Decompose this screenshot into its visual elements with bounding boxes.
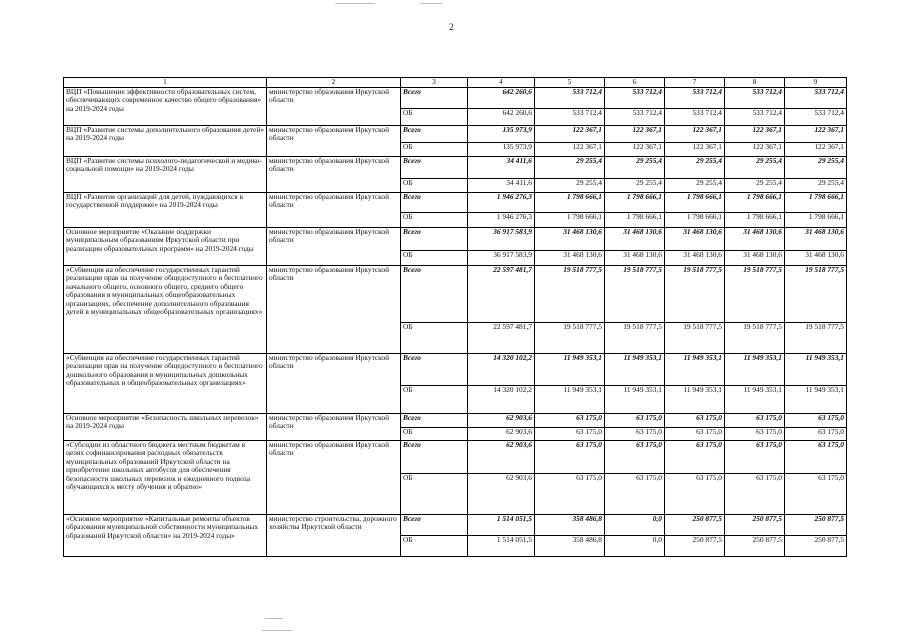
total-value: 533 712,4 <box>605 88 665 109</box>
responsible-executor: министерство образования Иркутской области <box>267 157 401 193</box>
scan-artifact <box>335 3 375 4</box>
total-value: 122 367,1 <box>725 126 785 143</box>
total-value: 122 367,1 <box>665 126 725 143</box>
ob-value: 62 903,6 <box>468 428 535 441</box>
program-name: ВЦП «Развитие системы психолого-педагогической и медико-социальной помощи» на 2019-2024 годы <box>64 157 267 193</box>
ob-value: 1 514 051,5 <box>468 536 535 557</box>
responsible-executor: министерство образования Иркутской области <box>267 354 401 414</box>
total-value: 34 411,6 <box>468 157 535 179</box>
table-row-total <box>64 266 847 323</box>
column-number: 5 <box>535 78 605 88</box>
source-total-label: Всего <box>401 441 468 474</box>
column-number: 6 <box>605 78 665 88</box>
column-number: 2 <box>267 78 401 88</box>
column-number: 4 <box>468 78 535 88</box>
ob-value: 122 367,1 <box>785 143 847 157</box>
total-value: 31 468 130,6 <box>535 228 605 251</box>
source-ob-label: ОБ <box>401 179 468 193</box>
table-row-total <box>64 354 847 386</box>
ob-value: 122 367,1 <box>535 143 605 157</box>
source-ob-label: ОБ <box>401 428 468 441</box>
program-name: «Основное мероприятие «Капитальные ремонты объектов образования муниципальной собственности муниципальных образований Иркутской области» на 2019-2024 годы» <box>64 515 267 557</box>
table-row-total <box>64 126 847 143</box>
ob-value: 63 175,0 <box>725 428 785 441</box>
ob-value: 29 255,4 <box>665 179 725 193</box>
responsible-executor: министерство образования Иркутской области <box>267 441 401 515</box>
total-value: 62 903,6 <box>468 414 535 428</box>
source-ob-label: ОБ <box>401 474 468 515</box>
total-value: 31 468 130,6 <box>665 228 725 251</box>
total-value: 63 175,0 <box>665 414 725 428</box>
ob-value: 19 518 777,5 <box>605 323 665 354</box>
ob-value: 29 255,4 <box>535 179 605 193</box>
program-name: ВЦП «Повышение эффективности образовательных систем, обеспечивающих современное качество общего образования» на 2019-2024 годы <box>64 88 267 126</box>
total-value: 11 949 353,1 <box>605 354 665 386</box>
responsible-executor: министерство строительства, дорожного хозяйства Иркутской области <box>267 515 401 557</box>
ob-value: 642 260,6 <box>468 109 535 126</box>
ob-value: 29 255,4 <box>725 179 785 193</box>
total-value: 63 175,0 <box>665 441 725 474</box>
ob-value: 34 411,6 <box>468 179 535 193</box>
total-value: 358 486,8 <box>535 515 605 536</box>
total-value: 63 175,0 <box>725 441 785 474</box>
program-name: «Субвенция на обеспечение государственных гарантий реализации прав на получение общедоступного и бесплатного начального общего, основного общего, среднего общего образования в муниципальных общеобразовательных организациях, обеспечение дополнительного образования детей в муниципальных общеобразовательных организациях» <box>64 266 267 354</box>
ob-value: 19 518 777,5 <box>785 323 847 354</box>
source-total-label: Всего <box>401 414 468 428</box>
source-ob-label: ОБ <box>401 109 468 126</box>
ob-value: 14 320 102,2 <box>468 386 535 414</box>
total-value: 533 712,4 <box>785 88 847 109</box>
source-ob-label: ОБ <box>401 323 468 354</box>
ob-value: 533 712,4 <box>605 109 665 126</box>
source-total-label: Всего <box>401 126 468 143</box>
ob-value: 11 949 353,1 <box>605 386 665 414</box>
total-value: 533 712,4 <box>665 88 725 109</box>
ob-value: 1 798 666,1 <box>605 213 665 228</box>
ob-value: 0,0 <box>605 536 665 557</box>
column-number-row <box>64 78 847 88</box>
ob-value: 122 367,1 <box>665 143 725 157</box>
total-value: 122 367,1 <box>785 126 847 143</box>
program-name: «Субсидии из областного бюджета местным бюджетам в целях софинансирования расходных обязательств муниципальных образований Иркутской области на приобретение школьных автобусов для обеспечения безопасности школьных перевозок и ежедневного подвоза обучающихся к месту обучения и обратно» <box>64 441 267 515</box>
total-value: 19 518 777,5 <box>785 266 847 323</box>
ob-value: 31 468 130,6 <box>665 251 725 266</box>
total-value: 31 468 130,6 <box>785 228 847 251</box>
source-ob-label: ОБ <box>401 536 468 557</box>
total-value: 19 518 777,5 <box>725 266 785 323</box>
program-name: ВЦП «Развитие системы дополнительного образования детей» на 2019-2024 годы <box>64 126 267 157</box>
total-value: 63 175,0 <box>725 414 785 428</box>
total-value: 29 255,4 <box>725 157 785 179</box>
ob-value: 63 175,0 <box>535 428 605 441</box>
ob-value: 533 712,4 <box>785 109 847 126</box>
responsible-executor: министерство образования Иркутской области <box>267 88 401 126</box>
responsible-executor: министерство образования Иркутской области <box>267 228 401 266</box>
total-value: 1 798 666,1 <box>665 193 725 213</box>
total-value: 29 255,4 <box>785 157 847 179</box>
total-value: 250 877,5 <box>725 515 785 536</box>
total-value: 29 255,4 <box>605 157 665 179</box>
responsible-executor: министерство образования Иркутской области <box>267 193 401 228</box>
total-value: 63 175,0 <box>605 414 665 428</box>
total-value: 14 320 102,2 <box>468 354 535 386</box>
responsible-executor: министерство образования Иркутской области <box>267 266 401 354</box>
source-ob-label: ОБ <box>401 251 468 266</box>
program-name: Основное мероприятие «Оказание поддержки муниципальным образованиям Иркутской области при реализации образовательных программ» на 2019-2024 годы <box>64 228 267 266</box>
ob-value: 63 175,0 <box>535 474 605 515</box>
source-ob-label: ОБ <box>401 143 468 157</box>
scan-artifact <box>262 630 292 631</box>
scan-artifact <box>265 618 283 619</box>
total-value: 11 949 353,1 <box>785 354 847 386</box>
total-value: 0,0 <box>605 515 665 536</box>
source-total-label: Всего <box>401 266 468 323</box>
ob-value: 11 949 353,1 <box>665 386 725 414</box>
responsible-executor: министерство образования Иркутской области <box>267 414 401 441</box>
source-ob-label: ОБ <box>401 213 468 228</box>
source-ob-label: ОБ <box>401 386 468 414</box>
table-row-total <box>64 157 847 179</box>
total-value: 63 175,0 <box>785 414 847 428</box>
source-total-label: Всего <box>401 515 468 536</box>
total-value: 1 946 276,3 <box>468 193 535 213</box>
total-value: 122 367,1 <box>535 126 605 143</box>
program-name: Основное мероприятие «Безопасность школьных перевозок» на 2019-2024 годы <box>64 414 267 441</box>
total-value: 63 175,0 <box>535 441 605 474</box>
ob-value: 63 175,0 <box>665 428 725 441</box>
source-total-label: Всего <box>401 157 468 179</box>
total-value: 135 973,9 <box>468 126 535 143</box>
ob-value: 1 798 666,1 <box>665 213 725 228</box>
ob-value: 36 917 583,9 <box>468 251 535 266</box>
total-value: 11 949 353,1 <box>725 354 785 386</box>
total-value: 29 255,4 <box>535 157 605 179</box>
ob-value: 31 468 130,6 <box>725 251 785 266</box>
total-value: 533 712,4 <box>535 88 605 109</box>
total-value: 31 468 130,6 <box>725 228 785 251</box>
budget-table <box>63 77 847 557</box>
ob-value: 22 597 481,7 <box>468 323 535 354</box>
ob-value: 122 367,1 <box>725 143 785 157</box>
ob-value: 1 798 666,1 <box>725 213 785 228</box>
ob-value: 19 518 777,5 <box>725 323 785 354</box>
table-row-total <box>64 441 847 474</box>
ob-value: 62 903,6 <box>468 474 535 515</box>
total-value: 63 175,0 <box>605 441 665 474</box>
ob-value: 1 798 666,1 <box>785 213 847 228</box>
total-value: 1 798 666,1 <box>725 193 785 213</box>
ob-value: 29 255,4 <box>785 179 847 193</box>
ob-value: 250 877,5 <box>665 536 725 557</box>
total-value: 29 255,4 <box>665 157 725 179</box>
ob-value: 250 877,5 <box>725 536 785 557</box>
column-number: 3 <box>401 78 468 88</box>
ob-value: 63 175,0 <box>665 474 725 515</box>
ob-value: 358 486,8 <box>535 536 605 557</box>
ob-value: 19 518 777,5 <box>535 323 605 354</box>
ob-value: 135 973,9 <box>468 143 535 157</box>
ob-value: 63 175,0 <box>605 428 665 441</box>
total-value: 1 514 051,5 <box>468 515 535 536</box>
ob-value: 29 255,4 <box>605 179 665 193</box>
total-value: 11 949 353,1 <box>535 354 605 386</box>
total-value: 1 798 666,1 <box>785 193 847 213</box>
total-value: 19 518 777,5 <box>605 266 665 323</box>
program-name: ВЦП «Развитие организаций для детей, нуждающихся в государственной поддержке» на 2019-2024 годы <box>64 193 267 228</box>
scan-artifact <box>420 3 442 4</box>
total-value: 11 949 353,1 <box>665 354 725 386</box>
total-value: 62 903,6 <box>468 441 535 474</box>
ob-value: 1 798 666,1 <box>535 213 605 228</box>
ob-value: 63 175,0 <box>785 474 847 515</box>
total-value: 19 518 777,5 <box>665 266 725 323</box>
ob-value: 31 468 130,6 <box>785 251 847 266</box>
ob-value: 533 712,4 <box>535 109 605 126</box>
table-row-total <box>64 88 847 109</box>
ob-value: 19 518 777,5 <box>665 323 725 354</box>
ob-value: 31 468 130,6 <box>605 251 665 266</box>
table-row-total <box>64 193 847 213</box>
total-value: 22 597 481,7 <box>468 266 535 323</box>
ob-value: 11 949 353,1 <box>535 386 605 414</box>
total-value: 36 917 583,9 <box>468 228 535 251</box>
total-value: 250 877,5 <box>665 515 725 536</box>
total-value: 250 877,5 <box>785 515 847 536</box>
ob-value: 122 367,1 <box>605 143 665 157</box>
ob-value: 533 712,4 <box>665 109 725 126</box>
program-name: «Субвенция на обеспечение государственных гарантий реализации прав на получение общедоступного и бесплатного дошкольного образования в муниципальных дошкольных образовательных и общеобразовательных организациях» <box>64 354 267 414</box>
source-total-label: Всего <box>401 354 468 386</box>
total-value: 31 468 130,6 <box>605 228 665 251</box>
total-value: 642 260,6 <box>468 88 535 109</box>
ob-value: 533 712,4 <box>725 109 785 126</box>
column-number: 8 <box>725 78 785 88</box>
total-value: 63 175,0 <box>535 414 605 428</box>
source-total-label: Всего <box>401 228 468 251</box>
responsible-executor: министерство образования Иркутской области <box>267 126 401 157</box>
source-total-label: Всего <box>401 88 468 109</box>
ob-value: 63 175,0 <box>605 474 665 515</box>
total-value: 533 712,4 <box>725 88 785 109</box>
total-value: 1 798 666,1 <box>535 193 605 213</box>
ob-value: 63 175,0 <box>785 428 847 441</box>
column-number: 1 <box>64 78 267 88</box>
total-value: 63 175,0 <box>785 441 847 474</box>
ob-value: 11 949 353,1 <box>785 386 847 414</box>
total-value: 122 367,1 <box>605 126 665 143</box>
page-number: 2 <box>449 22 454 32</box>
ob-value: 63 175,0 <box>725 474 785 515</box>
ob-value: 1 946 276,3 <box>468 213 535 228</box>
total-value: 19 518 777,5 <box>535 266 605 323</box>
column-number: 9 <box>785 78 847 88</box>
total-value: 1 798 666,1 <box>605 193 665 213</box>
source-total-label: Всего <box>401 193 468 213</box>
ob-value: 250 877,5 <box>785 536 847 557</box>
table-row-total <box>64 414 847 428</box>
table-row-total <box>64 228 847 251</box>
ob-value: 11 949 353,1 <box>725 386 785 414</box>
ob-value: 31 468 130,6 <box>535 251 605 266</box>
column-number: 7 <box>665 78 725 88</box>
table-row-total <box>64 515 847 536</box>
